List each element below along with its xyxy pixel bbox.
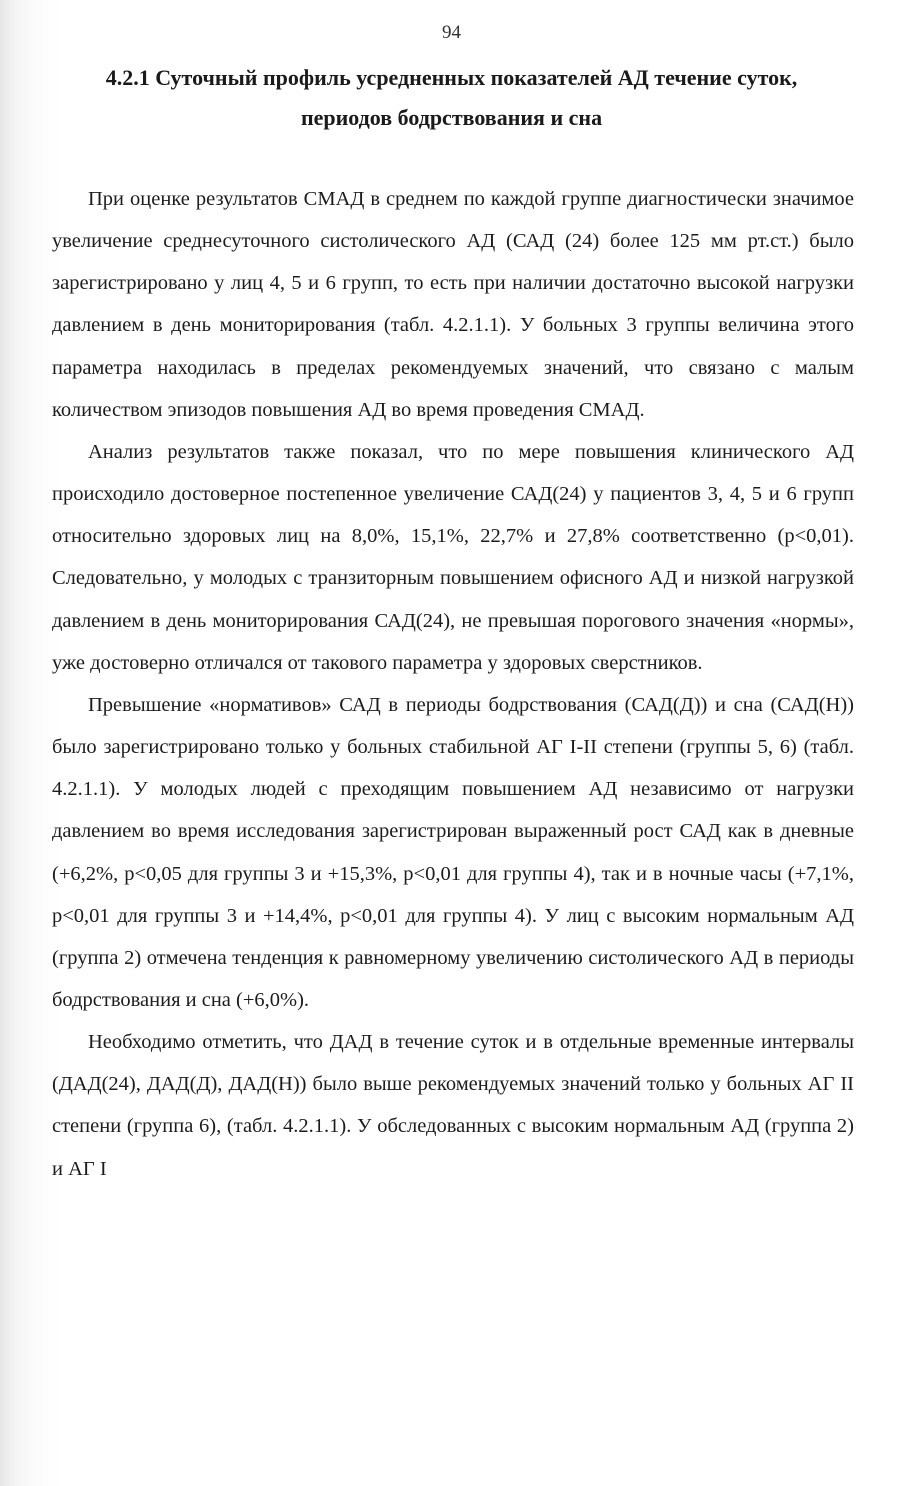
paragraph-3: Превышение «нормативов» САД в периоды бодрствования (САД(Д)) и сна (САД(Н)) было зарегистрировано только у больных стабильной АГ I-II степени (группы 5, 6) (табл. 4.2.1.1). У молодых людей с преходящим повышением АД независимо от нагрузки давлением во время исследования зарегистрирован выраженный рост САД как в дневные (+6,2%, р<0,05 для группы 3 и +15,3%, р<0,01 для группы 4), так и в ночные часы (+7,1%, р<0,01 для группы 3 и +14,4%, р<0,01 для группы 4). У лиц с высоким нормальным АД (группа 2) отмечена тенденция к равномерному увеличению систолического АД в периоды бодрствования и сна (+6,0%). [52, 693, 854, 1011]
paragraph-1: При оценке результатов СМАД в среднем по каждой группе диагностически значимое увеличение среднесуточного систолического АД (САД (24) более 125 мм рт.ст.) было зарегистрировано у лиц 4, 5 и 6 групп, то есть при наличии достаточно высокой нагрузки давлением в день мониторирования (табл. 4.2.1.1). У больных 3 группы величина этого параметра находилась в пределах рекомендуемых значений, что связано с малым количеством эпизодов повышения АД во время проведения СМАД. [52, 188, 854, 421]
section-heading [40, 58, 863, 138]
paragraph-4: Необходимо отметить, что ДАД в течение суток и в отдельные временные интервалы (ДАД(24), ДАД(Д), ДАД(Н)) было выше рекомендуемых значений только у больных АГ II степени (группа 6), (табл. 4.2.1.1). У обследованных с высоким нормальным АД (группа 2) и АГ I [52, 1031, 854, 1180]
scan-edge-shadow [0, 0, 60, 1486]
paragraph-2: Анализ результатов также показал, что по мере повышения клинического АД происходило достоверное постепенное увеличение САД(24) у пациентов 3, 4, 5 и 6 групп относительно здоровых лиц на 8,0%, 15,1%, 22,7% и 27,8% соответственно (р<0,01). Следовательно, у молодых с транзиторным повышением офисного АД и низкой нагрузкой давлением в день мониторирования САД(24), не превышая порогового значения «нормы», уже достоверно отличался от такового параметра у здоровых сверстников. [52, 440, 854, 674]
page-number: 94 [442, 22, 461, 43]
section-heading-line-1: 4.2.1 Суточный профиль усредненных показателей АД течение суток, [105, 65, 798, 90]
body-text [52, 178, 854, 1190]
section-heading-line-2: периодов бодрствования и сна [300, 105, 603, 130]
